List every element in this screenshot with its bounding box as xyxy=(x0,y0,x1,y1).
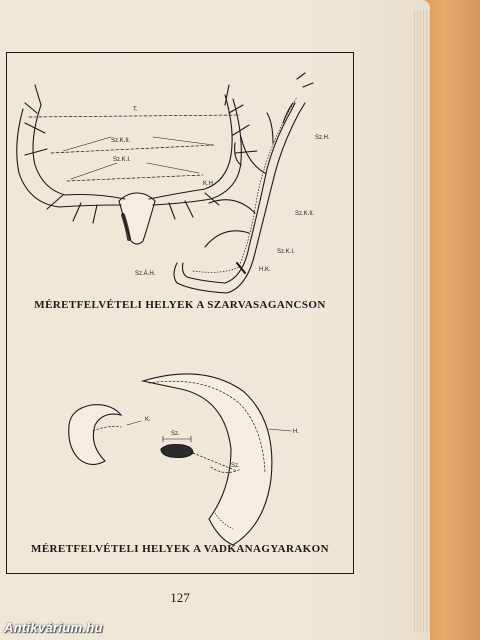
label-sz-k-ii-side: Sz.K.II. xyxy=(295,211,315,217)
figure-frame xyxy=(6,52,354,574)
page-edge xyxy=(412,10,430,632)
label-sz-k-i: Sz.K.I. xyxy=(113,157,131,163)
label-sz-box: Sz. xyxy=(171,431,180,437)
label-sz-h: Sz.H. xyxy=(315,135,330,141)
watermark-logo: Antikvárium.hu xyxy=(4,620,103,635)
label-sz-a-h: Sz.Á.H. xyxy=(135,271,156,277)
label-k-h: K.H. xyxy=(203,181,215,187)
caption-tusks: MÉRETFELVÉTELI HELYEK A VADKANAGYARAKON xyxy=(31,543,329,555)
boar-tusk-drawing xyxy=(143,374,291,545)
label-sz-k-ii: Sz.K.II. xyxy=(111,138,131,144)
tusk-section-drawing xyxy=(69,405,141,465)
label-k: K. xyxy=(145,417,151,423)
label-sz-tusk: Sz. xyxy=(231,463,240,469)
page-number: 127 xyxy=(170,590,190,605)
label-h-k: H.K. xyxy=(259,267,271,273)
label-h: H. xyxy=(293,429,299,435)
label-t: T. xyxy=(133,107,138,113)
caption-antlers: MÉRETFELVÉTELI HELYEK A SZARVASAGANCSON xyxy=(34,299,326,311)
figure-illustrations xyxy=(7,53,353,573)
deer-antler-side-drawing xyxy=(174,73,313,293)
label-sz-k-i-side: Sz.K.I. xyxy=(277,249,295,255)
hatched-section-drawing xyxy=(161,436,193,458)
